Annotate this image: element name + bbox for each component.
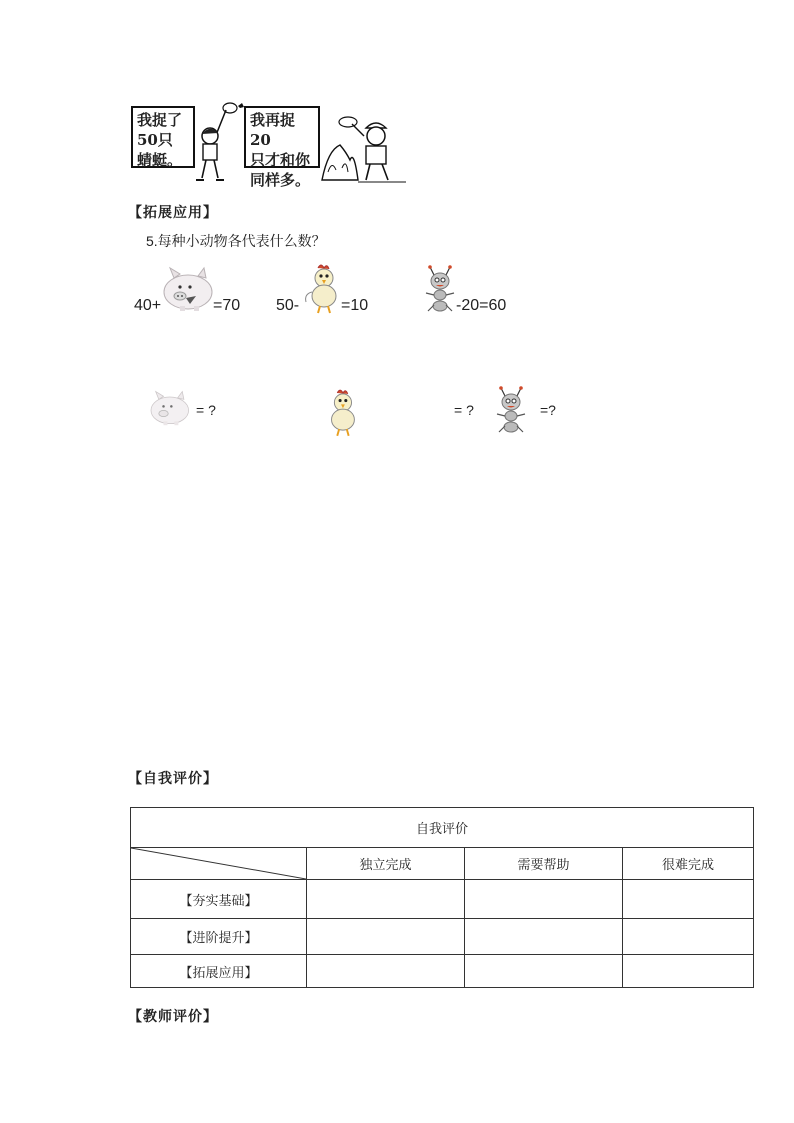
cell-basic-need-help[interactable] [465,880,623,919]
diagonal-header-cell [131,848,307,880]
cell-basic-hard[interactable] [623,880,754,919]
cell-extension-independent[interactable] [307,955,465,988]
eq2-right: =10 [341,297,369,314]
row-label-advanced: 【进阶提升】 [131,919,307,955]
section-title-extension: 【拓展应用】 [128,205,218,221]
eq3-right: -20=60 [456,297,507,314]
pig-icon [160,266,214,312]
comic-illustration [128,100,408,189]
cell-extension-need-help[interactable] [465,955,623,988]
eq1-right: =70 [213,297,241,314]
cell-advanced-hard[interactable] [623,919,754,955]
bubble-left-line-2: 50只 [137,131,173,149]
table-title: 自我评价 [131,808,754,848]
eq1-left: 40+ [134,297,162,314]
ant-icon [424,265,460,313]
ant-answer-icon [495,386,531,434]
bubble-right-line-3: 同样多。 [250,171,311,189]
header-need-help: 需要帮助 [465,848,623,880]
cell-basic-independent[interactable] [307,880,465,919]
cell-advanced-need-help[interactable] [465,919,623,955]
section-title-teacher-eval: 【教师评价】 [128,1009,218,1025]
question-5-prompt: 5.每种小动物各代表什么数？ [146,233,326,249]
chicken-answer-icon [322,386,362,438]
speech-bubble-left [131,106,195,168]
self-eval-table [130,807,754,988]
boy-with-net-icon [192,100,252,185]
answer-chicken: = ? [454,402,474,418]
speech-bubble-right [244,106,320,189]
header-independent: 独立完成 [307,848,465,880]
row-label-basic: 【夯实基础】 [131,880,307,919]
section-title-self-eval: 【自我评价】 [128,771,218,787]
bubble-right-line-1: 我再捉20 [250,111,296,149]
cell-extension-hard[interactable] [623,955,754,988]
pig-answer-icon [147,390,191,426]
answer-pig: = ? [196,402,216,418]
eq2-left: 50- [276,297,300,314]
chicken-icon [302,262,344,314]
header-hard: 很难完成 [623,848,754,880]
boy-with-hat-and-net-icon [318,110,408,185]
diagonal-line [131,848,306,879]
row-label-extension: 【拓展应用】 [131,955,307,988]
answer-ant: =? [540,402,556,418]
bubble-left-line-3: 蜻蜓。 [137,151,183,169]
bubble-right-line-2: 只才和你 [250,151,311,169]
cell-advanced-independent[interactable] [307,919,465,955]
bubble-left-line-1: 我捉了 [137,111,183,129]
